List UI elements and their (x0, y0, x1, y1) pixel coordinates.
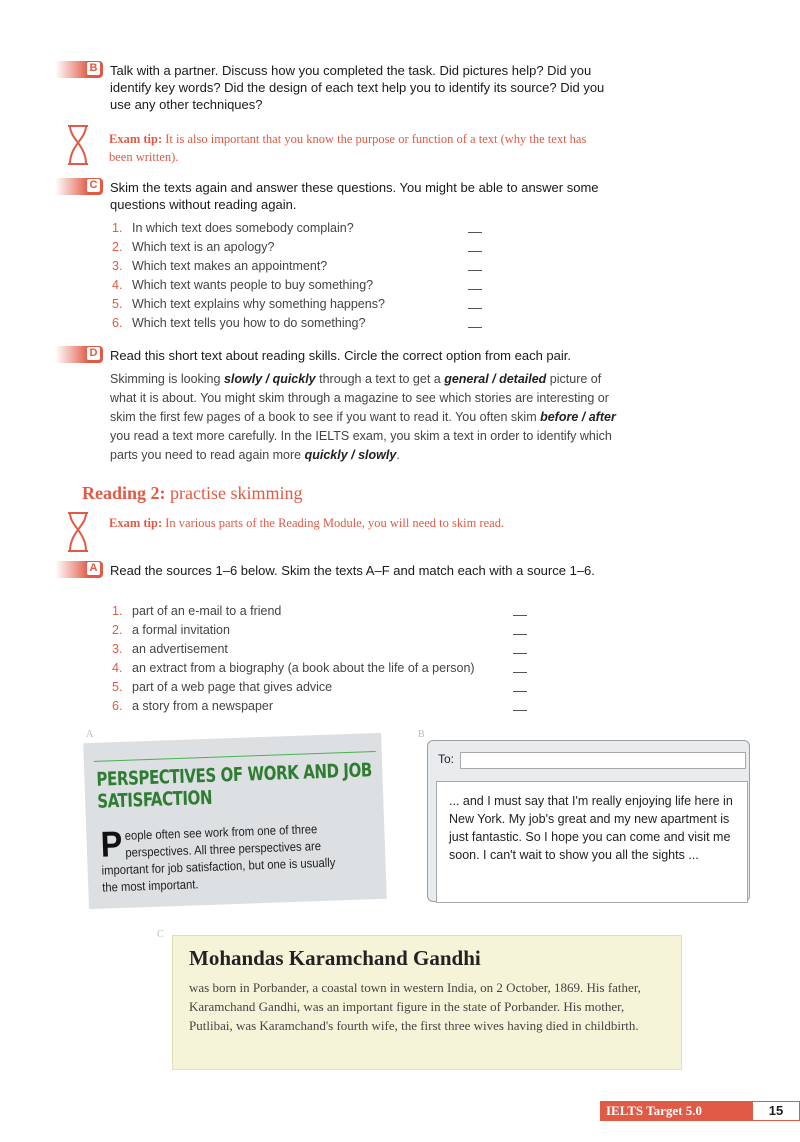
source-number: 4. (112, 661, 123, 675)
section-letter: C (87, 179, 100, 192)
option-pair-4[interactable]: quickly / slowly (304, 448, 397, 462)
reading-2-heading (82, 483, 303, 504)
heading-title: Reading 2: (82, 483, 166, 503)
answer-blank[interactable] (513, 691, 527, 692)
answer-blank[interactable] (513, 710, 527, 711)
answer-blank[interactable] (513, 634, 527, 635)
biography-name: Mohandas Karamchand Gandhi (189, 946, 481, 970)
exam-tip-1 (109, 130, 609, 166)
text-b-label: B (418, 729, 425, 740)
paragraph-text: you read a text more carefully. In the IELTS exam, you skim a text in order to identify which parts you need to read again more (110, 429, 612, 462)
source-text: an advertisement (132, 642, 228, 656)
answer-blank[interactable] (513, 672, 527, 673)
exam-tip-text: In various parts of the Reading Module, you will need to skim read. (165, 516, 505, 530)
answer-blank[interactable] (513, 653, 527, 654)
section-a-tab (55, 561, 103, 578)
paragraph-text: Skimming is looking (110, 372, 224, 386)
question-text: Which text tells you how to do something? (132, 316, 366, 330)
source-text: an extract from a biography (a book about the life of a person) (132, 661, 475, 675)
option-pair-1[interactable]: slowly / quickly (223, 372, 316, 386)
email-message: ... and I must say that I'm really enjoying life here in New York. My job's great and my new apartment is just fantastic. So I hope you can come and visit me soon. I can't wait to show you all the sights ... (436, 781, 748, 903)
text-c-biography (172, 935, 682, 1070)
hourglass-icon (64, 123, 92, 167)
section-b-instruction: Talk with a partner. Discuss how you completed the task. Did pictures help? Did you identify key words? Did the design of each text help you to identify its source? Did you use any other techniques? (110, 63, 605, 112)
drop-cap: P (100, 822, 124, 865)
text-a-body (100, 820, 354, 897)
option-pair-2[interactable]: general / detailed (444, 372, 547, 386)
text-a-web-page (83, 733, 387, 909)
question-text: Which text makes an appointment? (132, 259, 328, 273)
reading-skills-paragraph (110, 370, 620, 465)
paragraph-text: picture of what it is about. You might skim through a magazine to see which stories are interesting or skim the first few pages of a book to see if you want to read it. You often skim (110, 372, 609, 424)
source-text: part of a web page that gives advice (132, 680, 333, 694)
answer-blank[interactable] (468, 232, 482, 233)
question-text: In which text does somebody complain? (132, 221, 354, 235)
source-text: a formal invitation (132, 623, 230, 637)
source-number: 6. (112, 699, 123, 713)
book-title: IELTS Target 5.0 (606, 1103, 702, 1118)
section-letter: D (87, 347, 100, 360)
question-text: Which text is an apology? (132, 240, 275, 254)
answer-blank[interactable] (513, 615, 527, 616)
answer-blank[interactable] (468, 270, 482, 271)
exam-tip-label: Exam tip: (109, 516, 163, 530)
question-row (112, 257, 385, 276)
source-number: 3. (112, 642, 123, 656)
question-row (112, 276, 385, 295)
section-letter: B (87, 62, 100, 75)
source-text: part of an e-mail to a friend (132, 604, 282, 618)
source-number: 5. (112, 680, 123, 694)
exam-tip-text: It is also important that you know the purpose or function of a text (why the text has been written). (109, 132, 587, 164)
section-c-tab (55, 178, 103, 195)
question-number: 1. (112, 221, 123, 235)
exam-tip-2 (109, 514, 609, 532)
section-a-source-list (112, 602, 475, 716)
source-row (112, 602, 475, 621)
section-a-instruction: Read the sources 1–6 below. Skim the texts A–F and match each with a source 1–6. (110, 563, 595, 578)
biography-text: was born in Porbander, a coastal town in western India, on 2 October, 1869. His father, Karamchand Gandhi, was an important figure in the state of Porbander. His mother, Putlibai, was Karamchand's fourth wife, the first three wives having died in childbirth. (189, 980, 641, 1033)
source-row (112, 640, 475, 659)
option-pair-3[interactable]: before / after (540, 410, 616, 424)
question-row (112, 314, 385, 333)
question-number: 4. (112, 278, 123, 292)
section-d-instruction: Read this short text about reading skills. Circle the correct option from each pair. (110, 348, 571, 363)
hourglass-icon (64, 510, 92, 554)
paragraph-text: through a text to get a (315, 372, 445, 386)
to-field[interactable] (460, 752, 746, 769)
question-row (112, 219, 385, 238)
paragraph-text: . (396, 448, 400, 462)
exam-tip-label: Exam tip: (109, 132, 163, 146)
question-number: 5. (112, 297, 123, 311)
source-row (112, 621, 475, 640)
question-number: 2. (112, 240, 123, 254)
text-a-label: A (86, 729, 94, 740)
section-letter: A (87, 562, 100, 575)
page-number: 15 (752, 1101, 800, 1121)
question-number: 6. (112, 316, 123, 330)
source-text: a story from a newspaper (132, 699, 274, 713)
question-text: Which text explains why something happens? (132, 297, 385, 311)
question-number: 3. (112, 259, 123, 273)
source-row (112, 678, 475, 697)
to-label: To: (438, 752, 455, 766)
text-b-email (427, 740, 750, 902)
answer-blank[interactable] (468, 327, 482, 328)
section-b-tab (55, 61, 103, 78)
source-number: 1. (112, 604, 123, 618)
heading-subtitle: practise skimming (170, 483, 303, 503)
answer-blank[interactable] (468, 289, 482, 290)
page-footer (600, 1101, 800, 1121)
answer-blank[interactable] (468, 308, 482, 309)
question-row (112, 238, 385, 257)
text-a-title: PERSPECTIVES OF WORK AND JOB SATISFACTION (96, 759, 373, 813)
section-c-instruction: Skim the texts again and answer these questions. You might be able to answer some questions without reading again. (110, 180, 599, 212)
source-row (112, 697, 475, 716)
answer-blank[interactable] (468, 251, 482, 252)
text-a-paragraph: eople often see work from one of three perspectives. All three perspectives are important for job satisfaction, but one is usually the most important. (101, 822, 336, 895)
question-row (112, 295, 385, 314)
section-c-question-list (112, 219, 385, 333)
source-row (112, 659, 475, 678)
text-c-label: C (157, 929, 164, 940)
question-text: Which text wants people to buy something? (132, 278, 374, 292)
section-d-tab (55, 346, 103, 363)
source-number: 2. (112, 623, 123, 637)
